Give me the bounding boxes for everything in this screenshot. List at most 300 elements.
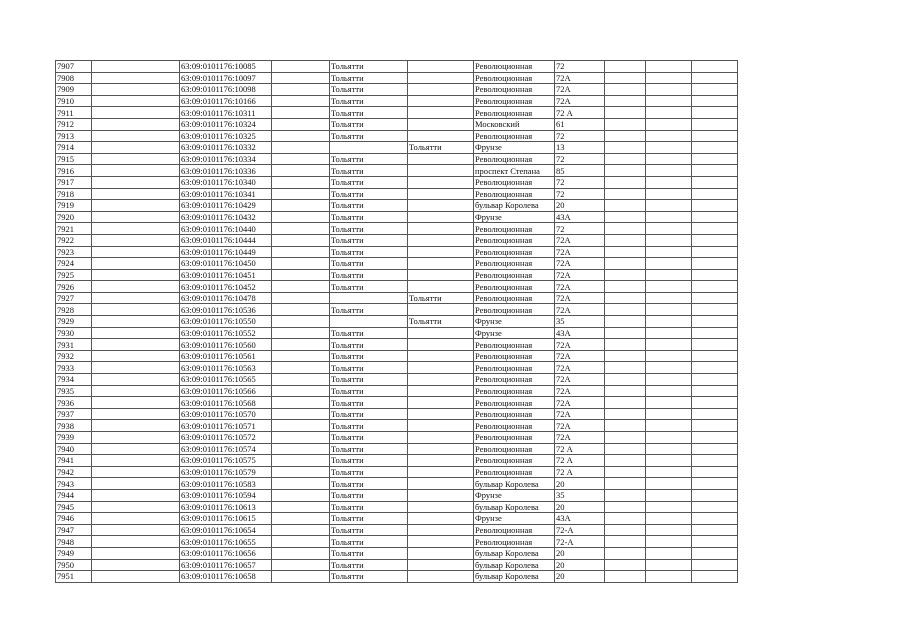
empty-cell: [92, 292, 180, 304]
empty-cell: [646, 571, 692, 583]
street-cell: Фрунзе: [474, 142, 555, 154]
empty-cell: [272, 107, 330, 119]
street-cell: Революционная: [474, 420, 555, 432]
house-cell: 72 А: [555, 466, 605, 478]
empty-cell: [272, 559, 330, 571]
empty-cell: [92, 223, 180, 235]
row-number-cell: 7934: [56, 374, 92, 386]
empty-cell: [605, 269, 646, 281]
empty-cell: [272, 455, 330, 467]
empty-cell: [646, 61, 692, 73]
settlement-cell: [408, 501, 474, 513]
settlement-cell: [408, 200, 474, 212]
table-row: [56, 559, 738, 571]
empty-cell: [92, 142, 180, 154]
table-row: [56, 489, 738, 501]
row-number-cell: 7915: [56, 153, 92, 165]
table-row: [56, 165, 738, 177]
empty-cell: [272, 350, 330, 362]
street-cell: бульвар Королева: [474, 478, 555, 490]
table-row: [56, 443, 738, 455]
empty-cell: [646, 84, 692, 96]
house-cell: 35: [555, 316, 605, 328]
house-cell: 20: [555, 559, 605, 571]
empty-cell: [605, 211, 646, 223]
house-cell: 72А: [555, 72, 605, 84]
row-number-cell: 7927: [56, 292, 92, 304]
empty-cell: [92, 316, 180, 328]
empty-cell: [272, 211, 330, 223]
empty-cell: [92, 107, 180, 119]
city-cell: Тольятти: [330, 524, 408, 536]
table-row: [56, 281, 738, 293]
empty-cell: [605, 95, 646, 107]
empty-cell: [605, 61, 646, 73]
empty-cell: [272, 246, 330, 258]
empty-cell: [692, 443, 738, 455]
empty-cell: [92, 281, 180, 293]
empty-cell: [692, 374, 738, 386]
empty-cell: [692, 269, 738, 281]
house-cell: 72 А: [555, 443, 605, 455]
empty-cell: [605, 316, 646, 328]
empty-cell: [272, 95, 330, 107]
cadastral-number-cell: 63:09:0101176:10444: [180, 234, 272, 246]
empty-cell: [646, 432, 692, 444]
empty-cell: [92, 489, 180, 501]
house-cell: 72А: [555, 408, 605, 420]
table-row: [56, 153, 738, 165]
empty-cell: [646, 292, 692, 304]
empty-cell: [605, 165, 646, 177]
empty-cell: [692, 524, 738, 536]
house-cell: 72: [555, 188, 605, 200]
empty-cell: [646, 246, 692, 258]
empty-cell: [692, 72, 738, 84]
empty-cell: [605, 443, 646, 455]
row-number-cell: 7931: [56, 339, 92, 351]
row-number-cell: 7919: [56, 200, 92, 212]
city-cell: Тольятти: [330, 61, 408, 73]
row-number-cell: 7937: [56, 408, 92, 420]
table-row: [56, 362, 738, 374]
city-cell: Тольятти: [330, 95, 408, 107]
city-cell: Тольятти: [330, 408, 408, 420]
street-cell: Революционная: [474, 269, 555, 281]
city-cell: Тольятти: [330, 466, 408, 478]
table-row: [56, 200, 738, 212]
table-row: [56, 292, 738, 304]
empty-cell: [605, 200, 646, 212]
table-row: [56, 142, 738, 154]
street-cell: Фрунзе: [474, 327, 555, 339]
city-cell: Тольятти: [330, 374, 408, 386]
empty-cell: [646, 339, 692, 351]
street-cell: бульвар Королева: [474, 547, 555, 559]
register-table: [55, 60, 738, 583]
settlement-cell: [408, 107, 474, 119]
empty-cell: [646, 420, 692, 432]
table-row: [56, 547, 738, 559]
cadastral-number-cell: 63:09:0101176:10085: [180, 61, 272, 73]
empty-cell: [605, 130, 646, 142]
empty-cell: [272, 362, 330, 374]
cadastral-number-cell: 63:09:0101176:10550: [180, 316, 272, 328]
cadastral-number-cell: 63:09:0101176:10429: [180, 200, 272, 212]
cadastral-number-cell: 63:09:0101176:10560: [180, 339, 272, 351]
empty-cell: [692, 571, 738, 583]
empty-cell: [272, 536, 330, 548]
empty-cell: [646, 176, 692, 188]
settlement-cell: [408, 223, 474, 235]
empty-cell: [692, 559, 738, 571]
settlement-cell: Тольятти: [408, 292, 474, 304]
settlement-cell: [408, 281, 474, 293]
empty-cell: [605, 223, 646, 235]
empty-cell: [692, 397, 738, 409]
empty-cell: [92, 84, 180, 96]
city-cell: Тольятти: [330, 536, 408, 548]
cadastral-number-cell: 63:09:0101176:10098: [180, 84, 272, 96]
row-number-cell: 7949: [56, 547, 92, 559]
empty-cell: [92, 350, 180, 362]
house-cell: 72 А: [555, 107, 605, 119]
settlement-cell: [408, 304, 474, 316]
street-cell: Революционная: [474, 443, 555, 455]
empty-cell: [605, 258, 646, 270]
empty-cell: [692, 223, 738, 235]
house-cell: 61: [555, 118, 605, 130]
empty-cell: [646, 385, 692, 397]
table-row: [56, 176, 738, 188]
cadastral-number-cell: 63:09:0101176:10097: [180, 72, 272, 84]
table-row: [56, 385, 738, 397]
row-number-cell: 7932: [56, 350, 92, 362]
empty-cell: [272, 478, 330, 490]
cadastral-number-cell: 63:09:0101176:10536: [180, 304, 272, 316]
empty-cell: [646, 466, 692, 478]
empty-cell: [646, 501, 692, 513]
empty-cell: [92, 432, 180, 444]
city-cell: Тольятти: [330, 281, 408, 293]
empty-cell: [692, 200, 738, 212]
empty-cell: [692, 211, 738, 223]
row-number-cell: 7917: [56, 176, 92, 188]
empty-cell: [692, 327, 738, 339]
settlement-cell: [408, 443, 474, 455]
row-number-cell: 7911: [56, 107, 92, 119]
settlement-cell: [408, 432, 474, 444]
city-cell: Тольятти: [330, 559, 408, 571]
cadastral-number-cell: 63:09:0101176:10334: [180, 153, 272, 165]
empty-cell: [646, 211, 692, 223]
empty-cell: [272, 466, 330, 478]
settlement-cell: [408, 95, 474, 107]
empty-cell: [646, 443, 692, 455]
empty-cell: [646, 95, 692, 107]
street-cell: Революционная: [474, 362, 555, 374]
empty-cell: [605, 292, 646, 304]
house-cell: 72А: [555, 281, 605, 293]
row-number-cell: 7923: [56, 246, 92, 258]
settlement-cell: [408, 571, 474, 583]
empty-cell: [692, 478, 738, 490]
street-cell: Революционная: [474, 223, 555, 235]
street-cell: Революционная: [474, 84, 555, 96]
row-number-cell: 7910: [56, 95, 92, 107]
cadastral-number-cell: 63:09:0101176:10655: [180, 536, 272, 548]
table-row: [56, 571, 738, 583]
street-cell: Революционная: [474, 107, 555, 119]
city-cell: [330, 316, 408, 328]
empty-cell: [646, 258, 692, 270]
empty-cell: [692, 350, 738, 362]
street-cell: Фрунзе: [474, 211, 555, 223]
empty-cell: [605, 547, 646, 559]
city-cell: Тольятти: [330, 385, 408, 397]
empty-cell: [272, 374, 330, 386]
house-cell: 72А: [555, 420, 605, 432]
empty-cell: [272, 130, 330, 142]
table-row: [56, 188, 738, 200]
row-number-cell: 7951: [56, 571, 92, 583]
settlement-cell: [408, 258, 474, 270]
empty-cell: [92, 200, 180, 212]
street-cell: проспект Степана: [474, 165, 555, 177]
table-row: [56, 84, 738, 96]
empty-cell: [272, 489, 330, 501]
cadastral-number-cell: 63:09:0101176:10452: [180, 281, 272, 293]
settlement-cell: [408, 176, 474, 188]
city-cell: Тольятти: [330, 234, 408, 246]
house-cell: 72-А: [555, 536, 605, 548]
empty-cell: [605, 350, 646, 362]
house-cell: 72-А: [555, 524, 605, 536]
house-cell: 72 А: [555, 455, 605, 467]
empty-cell: [646, 374, 692, 386]
empty-cell: [272, 327, 330, 339]
empty-cell: [272, 432, 330, 444]
empty-cell: [92, 408, 180, 420]
row-number-cell: 7921: [56, 223, 92, 235]
empty-cell: [272, 571, 330, 583]
empty-cell: [272, 153, 330, 165]
empty-cell: [272, 408, 330, 420]
empty-cell: [92, 246, 180, 258]
empty-cell: [646, 223, 692, 235]
empty-cell: [272, 304, 330, 316]
city-cell: Тольятти: [330, 478, 408, 490]
house-cell: 72А: [555, 397, 605, 409]
empty-cell: [272, 339, 330, 351]
settlement-cell: [408, 327, 474, 339]
street-cell: Революционная: [474, 234, 555, 246]
settlement-cell: [408, 408, 474, 420]
cadastral-number-cell: 63:09:0101176:10478: [180, 292, 272, 304]
street-cell: Революционная: [474, 72, 555, 84]
empty-cell: [272, 501, 330, 513]
house-cell: 72А: [555, 246, 605, 258]
street-cell: Революционная: [474, 61, 555, 73]
empty-cell: [605, 246, 646, 258]
city-cell: Тольятти: [330, 223, 408, 235]
empty-cell: [605, 501, 646, 513]
house-cell: 72А: [555, 269, 605, 281]
street-cell: Революционная: [474, 455, 555, 467]
empty-cell: [92, 571, 180, 583]
table-row: [56, 350, 738, 362]
cadastral-number-cell: 63:09:0101176:10656: [180, 547, 272, 559]
city-cell: [330, 142, 408, 154]
settlement-cell: [408, 547, 474, 559]
city-cell: Тольятти: [330, 362, 408, 374]
empty-cell: [605, 153, 646, 165]
street-cell: Революционная: [474, 408, 555, 420]
cadastral-number-cell: 63:09:0101176:10574: [180, 443, 272, 455]
empty-cell: [92, 339, 180, 351]
city-cell: Тольятти: [330, 246, 408, 258]
empty-cell: [646, 142, 692, 154]
empty-cell: [605, 455, 646, 467]
house-cell: 43А: [555, 211, 605, 223]
cadastral-number-cell: 63:09:0101176:10575: [180, 455, 272, 467]
empty-cell: [605, 489, 646, 501]
empty-cell: [605, 234, 646, 246]
row-number-cell: 7928: [56, 304, 92, 316]
empty-cell: [692, 281, 738, 293]
table-row: [56, 269, 738, 281]
empty-cell: [92, 327, 180, 339]
house-cell: 13: [555, 142, 605, 154]
row-number-cell: 7944: [56, 489, 92, 501]
house-cell: 72: [555, 223, 605, 235]
empty-cell: [272, 234, 330, 246]
empty-cell: [92, 478, 180, 490]
empty-cell: [692, 258, 738, 270]
table-row: [56, 118, 738, 130]
street-cell: Революционная: [474, 176, 555, 188]
cadastral-number-cell: 63:09:0101176:10166: [180, 95, 272, 107]
empty-cell: [692, 142, 738, 154]
house-cell: 20: [555, 478, 605, 490]
street-cell: Революционная: [474, 432, 555, 444]
settlement-cell: [408, 188, 474, 200]
cadastral-number-cell: 63:09:0101176:10571: [180, 420, 272, 432]
house-cell: 72А: [555, 385, 605, 397]
street-cell: Революционная: [474, 258, 555, 270]
street-cell: Революционная: [474, 524, 555, 536]
street-cell: Революционная: [474, 397, 555, 409]
settlement-cell: [408, 559, 474, 571]
city-cell: Тольятти: [330, 176, 408, 188]
house-cell: 20: [555, 547, 605, 559]
city-cell: Тольятти: [330, 432, 408, 444]
settlement-cell: [408, 165, 474, 177]
empty-cell: [605, 466, 646, 478]
table-row: [56, 513, 738, 525]
empty-cell: [272, 385, 330, 397]
empty-cell: [692, 385, 738, 397]
cadastral-number-cell: 63:09:0101176:10341: [180, 188, 272, 200]
row-number-cell: 7929: [56, 316, 92, 328]
house-cell: 72А: [555, 95, 605, 107]
city-cell: Тольятти: [330, 84, 408, 96]
settlement-cell: [408, 489, 474, 501]
street-cell: бульвар Королева: [474, 571, 555, 583]
table-row: [56, 478, 738, 490]
empty-cell: [605, 478, 646, 490]
table-body: [56, 61, 738, 583]
cadastral-number-cell: 63:09:0101176:10449: [180, 246, 272, 258]
table-row: [56, 420, 738, 432]
city-cell: Тольятти: [330, 397, 408, 409]
empty-cell: [646, 188, 692, 200]
settlement-cell: [408, 339, 474, 351]
street-cell: бульвар Королева: [474, 559, 555, 571]
settlement-cell: Тольятти: [408, 316, 474, 328]
empty-cell: [646, 559, 692, 571]
empty-cell: [646, 327, 692, 339]
empty-cell: [605, 84, 646, 96]
row-number-cell: 7943: [56, 478, 92, 490]
empty-cell: [692, 455, 738, 467]
row-number-cell: 7948: [56, 536, 92, 548]
house-cell: 72А: [555, 292, 605, 304]
row-number-cell: 7933: [56, 362, 92, 374]
settlement-cell: [408, 513, 474, 525]
cadastral-number-cell: 63:09:0101176:10440: [180, 223, 272, 235]
settlement-cell: [408, 61, 474, 73]
city-cell: Тольятти: [330, 339, 408, 351]
empty-cell: [692, 153, 738, 165]
empty-cell: [692, 339, 738, 351]
city-cell: Тольятти: [330, 350, 408, 362]
empty-cell: [605, 408, 646, 420]
street-cell: Революционная: [474, 385, 555, 397]
city-cell: Тольятти: [330, 501, 408, 513]
empty-cell: [272, 292, 330, 304]
empty-cell: [272, 72, 330, 84]
empty-cell: [272, 420, 330, 432]
empty-cell: [92, 374, 180, 386]
empty-cell: [646, 281, 692, 293]
empty-cell: [692, 165, 738, 177]
house-cell: 72А: [555, 339, 605, 351]
table-row: [56, 316, 738, 328]
empty-cell: [605, 385, 646, 397]
street-cell: Фрунзе: [474, 316, 555, 328]
settlement-cell: [408, 478, 474, 490]
cadastral-number-cell: 63:09:0101176:10594: [180, 489, 272, 501]
house-cell: 20: [555, 571, 605, 583]
empty-cell: [272, 142, 330, 154]
city-cell: Тольятти: [330, 455, 408, 467]
house-cell: 72А: [555, 84, 605, 96]
empty-cell: [605, 420, 646, 432]
cadastral-number-cell: 63:09:0101176:10563: [180, 362, 272, 374]
street-cell: Фрунзе: [474, 489, 555, 501]
row-number-cell: 7930: [56, 327, 92, 339]
table-row: [56, 536, 738, 548]
row-number-cell: 7926: [56, 281, 92, 293]
cadastral-number-cell: 63:09:0101176:10654: [180, 524, 272, 536]
table-row: [56, 61, 738, 73]
street-cell: Революционная: [474, 153, 555, 165]
empty-cell: [272, 513, 330, 525]
empty-cell: [692, 489, 738, 501]
empty-cell: [692, 513, 738, 525]
empty-cell: [92, 95, 180, 107]
